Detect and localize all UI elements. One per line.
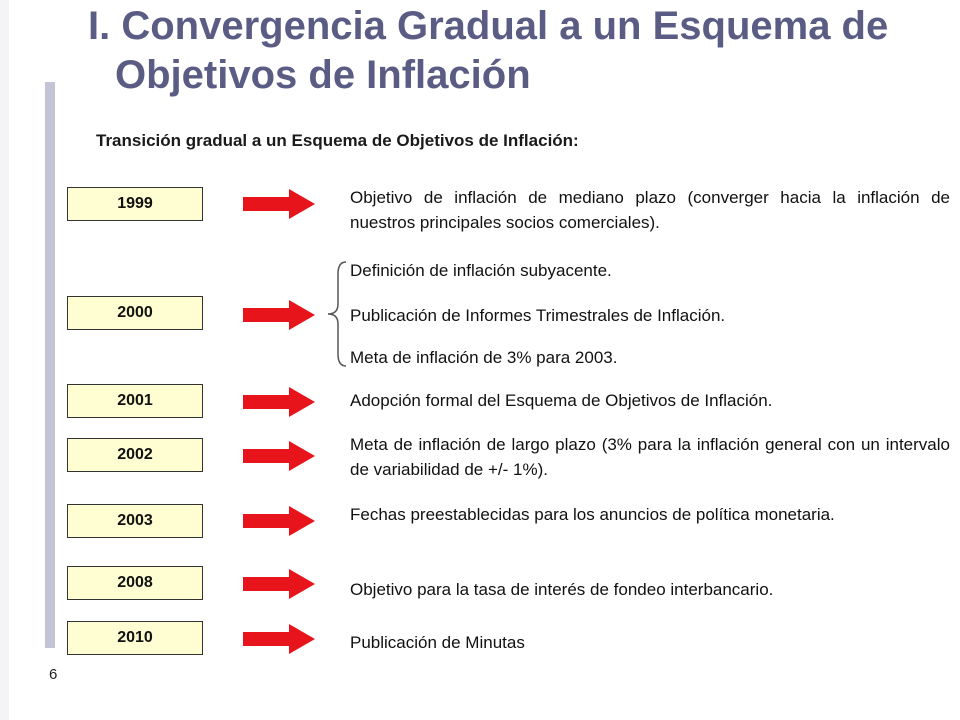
year-box-2008: 2008	[67, 566, 203, 600]
year-box-2000: 2000	[67, 296, 203, 330]
arrow-right-icon	[243, 506, 315, 536]
arrow-right-icon	[243, 300, 315, 330]
desc-2002: Meta de inflación de largo plazo (3% para la inflación general con un intervalo de variabilidad de +/- 1%).	[350, 435, 950, 479]
desc-2003: Fechas preestablecidas para los anuncios de política monetaria.	[350, 505, 835, 524]
arrow-right-icon	[243, 569, 315, 599]
desc-2000-b: Publicación de Informes Trimestrales de Inflación.	[350, 306, 726, 325]
left-accent-bar	[45, 82, 55, 648]
year-box-2003: 2003	[67, 504, 203, 538]
desc-2001: Adopción formal del Esquema de Objetivos de Inflación.	[350, 391, 773, 410]
desc-2000-c: Meta de inflación de 3% para 2003.	[350, 348, 618, 367]
arrow-right-icon	[243, 387, 315, 417]
desc-2010: Publicación de Minutas	[350, 633, 525, 652]
arrow-right-icon	[243, 441, 315, 471]
brace-icon	[326, 260, 348, 368]
slide-title	[88, 2, 948, 100]
arrow-right-icon	[243, 624, 315, 654]
arrow-right-icon	[243, 189, 315, 219]
year-box-2001: 2001	[67, 384, 203, 418]
year-box-2010: 2010	[67, 621, 203, 655]
title-line-1: I. Convergencia Gradual a un Esquema de	[88, 4, 889, 48]
desc-2008: Objetivo para la tasa de interés de fondeo interbancario.	[350, 580, 774, 599]
subtitle: Transición gradual a un Esquema de Objetivos de Inflación:	[96, 131, 579, 150]
page-number: 6	[49, 666, 58, 683]
year-box-2002: 2002	[67, 438, 203, 472]
desc-1999: Objetivo de inflación de mediano plazo (converger hacia la inflación de nuestros principales socios comerciales).	[350, 188, 950, 232]
desc-2000-a: Definición de inflación subyacente.	[350, 261, 612, 280]
year-box-1999: 1999	[67, 187, 203, 221]
edge-stripe	[0, 0, 14, 720]
title-line-2: Objetivos de Inflación	[115, 53, 531, 97]
